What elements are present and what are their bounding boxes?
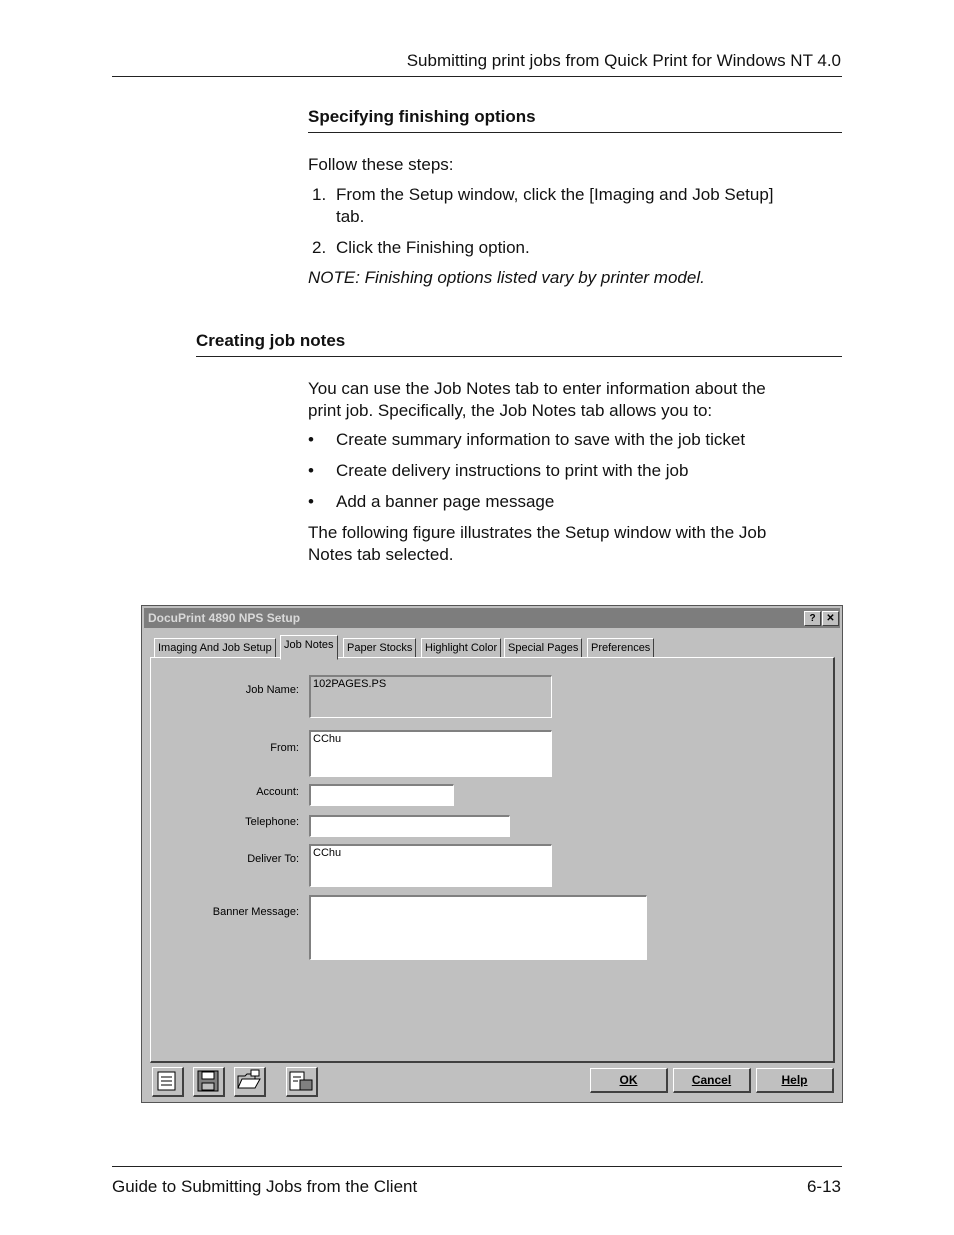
step-number: 2. xyxy=(312,238,327,257)
bullet-item xyxy=(308,461,838,481)
banner-message-field[interactable] xyxy=(309,895,647,960)
account-label: Account: xyxy=(256,786,299,798)
tab-job-notes[interactable]: Job Notes xyxy=(280,635,338,660)
step-text: Click the Finishing option. xyxy=(336,238,530,257)
open-button[interactable] xyxy=(234,1067,266,1097)
job-name-label: Job Name: xyxy=(245,684,299,696)
from-label: From: xyxy=(270,742,299,754)
note-text: NOTE: Finishing options listed vary by printer model. xyxy=(308,268,705,287)
printer-settings-button[interactable] xyxy=(286,1067,318,1097)
bullet-dot: • xyxy=(308,430,314,449)
job-name-field[interactable]: 102PAGES.PS xyxy=(309,675,552,718)
dialog-title: DocuPrint 4890 NPS Setup xyxy=(148,611,301,625)
dialog-titlebar xyxy=(144,608,840,628)
step-text-cont: tab. xyxy=(336,207,365,226)
intro-line: You can use the Job Notes tab to enter information about the xyxy=(308,379,766,398)
bullet-text: Create summary information to save with the job ticket xyxy=(336,430,746,449)
job-notes-intro xyxy=(308,378,842,422)
tab-paper-stocks[interactable]: Paper Stocks xyxy=(343,638,416,658)
section-title-job-notes: Creating job notes xyxy=(196,331,346,350)
cancel-button[interactable]: Cancel xyxy=(673,1068,751,1093)
help-button[interactable]: Help xyxy=(756,1068,834,1093)
ok-button[interactable]: OK xyxy=(590,1068,668,1093)
from-field[interactable]: CChu xyxy=(309,730,552,777)
step-number: 1. xyxy=(312,185,327,204)
caption-line: Notes tab selected. xyxy=(308,545,454,564)
steps-intro: Follow these steps: xyxy=(308,155,454,174)
account-field[interactable] xyxy=(309,784,454,806)
bullet-text: Add a banner page message xyxy=(336,492,555,511)
tab-preferences[interactable]: Preferences xyxy=(587,638,654,658)
tab-highlight-color[interactable]: Highlight Color xyxy=(421,638,501,658)
tab-imaging-and-job-setup[interactable]: Imaging And Job Setup xyxy=(154,638,276,658)
bullet-item xyxy=(308,430,838,450)
telephone-field[interactable] xyxy=(309,815,510,837)
page-number: 6-13 xyxy=(806,1177,841,1196)
banner-message-label: Banner Message: xyxy=(212,906,299,918)
running-header: Submitting print jobs from Quick Print for Windows NT 4.0 xyxy=(406,51,841,70)
telephone-label: Telephone: xyxy=(245,816,299,828)
caption-line: The following figure illustrates the Setup window with the Job xyxy=(308,523,767,542)
save-button[interactable] xyxy=(193,1067,225,1097)
setup-dialog xyxy=(141,605,843,1103)
step-item xyxy=(312,237,832,259)
footer-title: Guide to Submitting Jobs from the Client xyxy=(112,1177,418,1196)
tab-special-pages[interactable]: Special Pages xyxy=(504,638,582,658)
intro-line: print job. Specifically, the Job Notes tab allows you to: xyxy=(308,401,713,420)
open-folder-icon xyxy=(235,1068,263,1094)
save-disk-icon xyxy=(194,1068,222,1094)
printer-settings-icon xyxy=(287,1068,315,1094)
bullet-dot: • xyxy=(308,461,314,480)
deliver-to-field[interactable]: CChu xyxy=(309,844,552,887)
section-title-finishing: Specifying finishing options xyxy=(308,107,536,126)
bullet-text: Create delivery instructions to print with the job xyxy=(336,461,689,480)
bullet-item xyxy=(308,492,838,512)
deliver-to-label: Deliver To: xyxy=(247,853,299,865)
header-rule xyxy=(112,76,842,77)
figure-caption xyxy=(308,522,842,566)
close-title-button[interactable]: ✕ xyxy=(822,611,839,626)
bullet-dot: • xyxy=(308,492,314,511)
footer-rule xyxy=(112,1166,842,1167)
printer-list-button[interactable] xyxy=(152,1067,184,1097)
section-rule xyxy=(308,132,842,133)
step-text: From the Setup window, click the [Imaging and Job Setup] xyxy=(336,185,774,204)
help-title-button[interactable]: ? xyxy=(804,611,821,626)
section-rule xyxy=(196,356,842,357)
step-item xyxy=(312,184,832,228)
printer-list-icon xyxy=(153,1068,181,1094)
